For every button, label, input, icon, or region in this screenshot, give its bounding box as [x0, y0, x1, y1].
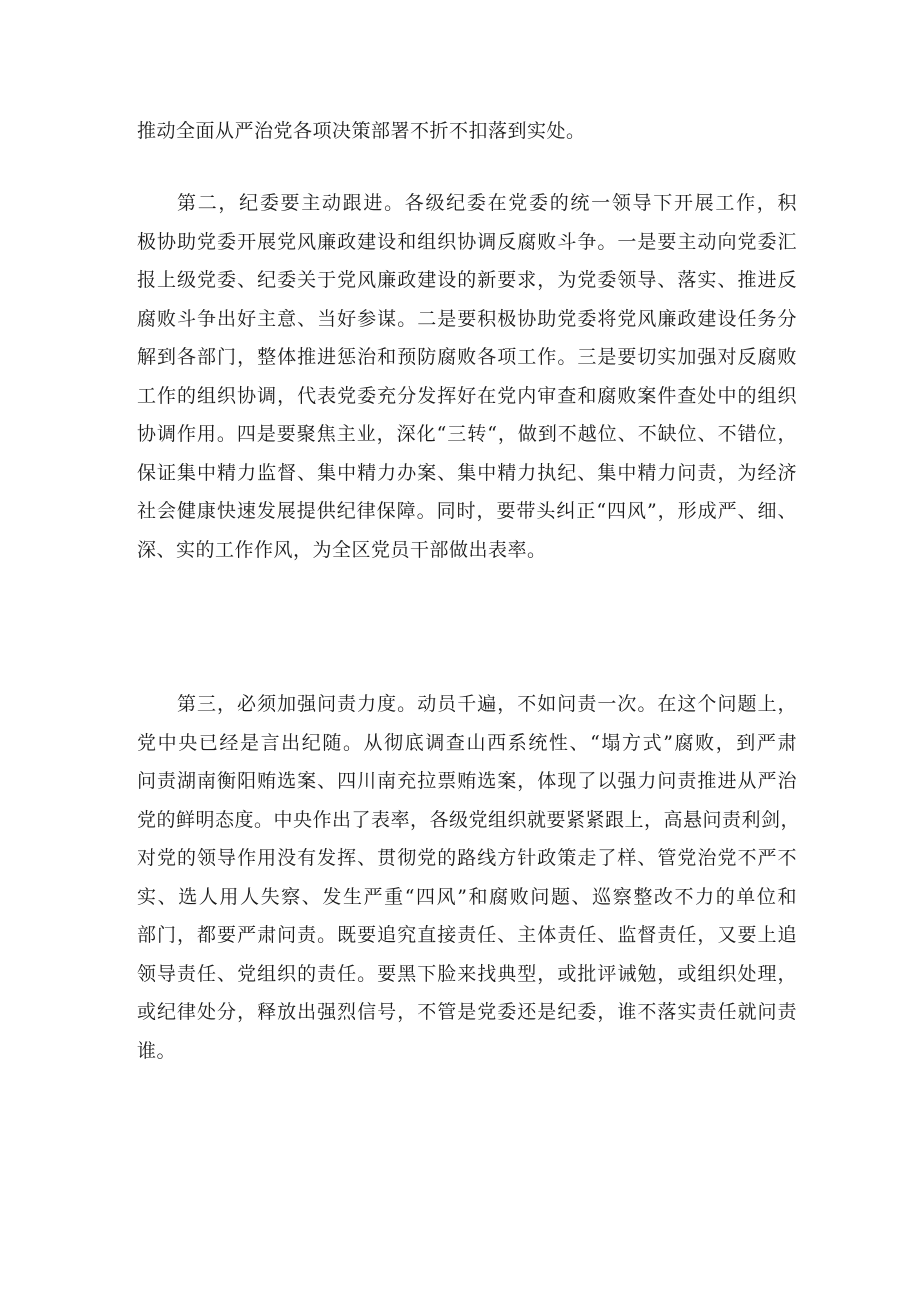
- text-line: 领导责任、党组织的责任。要黑下脸来找典型，或批评诫勉，或组织处理，: [137, 962, 797, 985]
- text-line: 党的鲜明态度。中央作出了表率，各级党组织就要紧紧跟上，高悬问责利剑，: [137, 808, 801, 831]
- text-line: 或纪律处分，释放出强烈信号，不管是党委还是纪委，谁不落实责任就问责: [137, 1001, 797, 1023]
- text-line: 实、选人用人失察、发生严重“四风”和腐败问题、巡察整改不力的单位和: [137, 885, 797, 908]
- text-line: 部门，都要严肃问责。既要追究直接责任、主体责任、监督责任，又要上追: [137, 924, 797, 946]
- text-line: 协调作用。四是要聚焦主业，深化“三转“，做到不越位、不缺位、不错位，: [137, 423, 797, 445]
- text-line: 深、实的工作作风，为全区党员干部做出表率。: [137, 538, 547, 561]
- text-line: 工作的组织协调，代表党委充分发挥好在党内审查和腐败案件查处中的组织: [137, 384, 797, 407]
- text-line: 谁。: [137, 1039, 177, 1062]
- text-line: 第二，纪委要主动跟进。各级纪委在党委的统一领导下开展工作，积: [177, 192, 797, 214]
- text-line: 党中央已经是言出纪随。从彻底调查山西系统性、“塌方式”腐败，到严肃: [137, 731, 797, 754]
- text-line: 腐败斗争出好主意、当好参谋。二是要积极协助党委将党风廉政建设任务分: [137, 307, 797, 330]
- text-line: 推动全面从严治党各项决策部署不折不扣落到实处。: [137, 120, 586, 142]
- text-line: 保证集中精力监督、集中精力办案、集中精力执纪、集中精力问责，为经济: [137, 461, 797, 484]
- text-line: 报上级党委、纪委关于党风廉政建设的新要求，为党委领导、落实、推进反: [137, 269, 797, 291]
- text-line: 极协助党委开展党风廉政建设和组织协调反腐败斗争。一是要主动向党委汇: [137, 230, 797, 253]
- paragraph-continuation: [137, 112, 797, 151]
- text-line: 第三，必须加强问责力度。动员千遍，不如问责一次。在这个问题上，: [177, 693, 797, 715]
- text-line: 对党的领导作用没有发挥、贯彻党的路线方针政策走了样、管党治党不严不: [137, 847, 797, 869]
- text-line: 社会健康快速发展提供纪律保障。同时，要带头纠正“四风”，形成严、细、: [137, 500, 797, 522]
- paragraph-third-point: [137, 685, 801, 1070]
- paragraph-second-point: [137, 184, 797, 569]
- text-line: 问责湖南衡阳贿选案、四川南充拉票贿选案，体现了以强力问责推进从严治: [137, 770, 797, 792]
- text-line: 解到各部门，整体推进惩治和预防腐败各项工作。三是要切实加强对反腐败: [137, 346, 797, 368]
